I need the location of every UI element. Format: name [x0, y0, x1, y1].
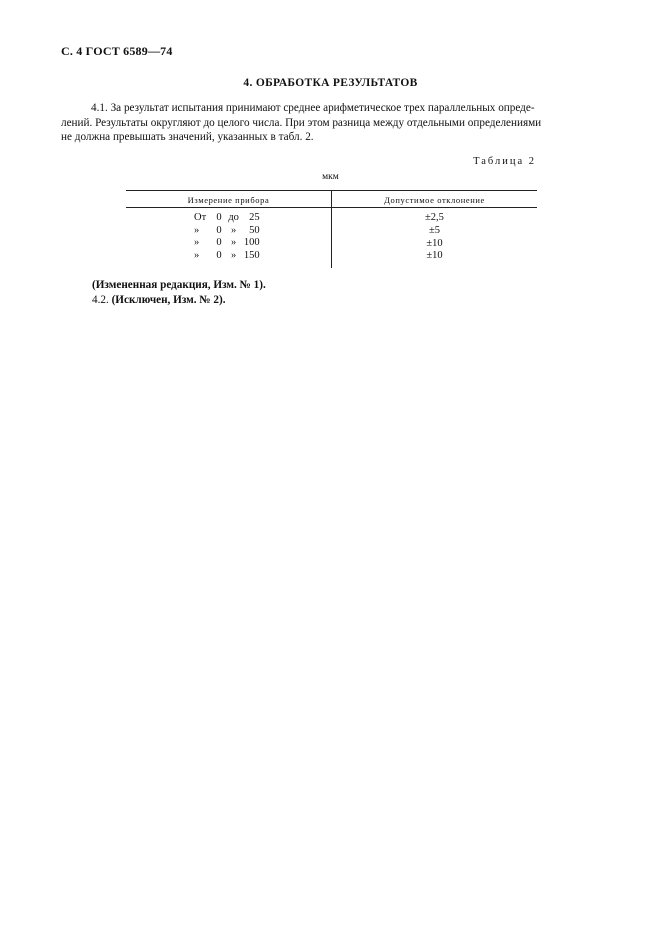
page-header: С. 4 ГОСТ 6589—74: [61, 44, 173, 58]
range-from: 0: [216, 224, 222, 236]
range-prefix: »: [194, 224, 200, 236]
range-separator: »: [231, 224, 237, 236]
paragraph-4-1: [61, 101, 602, 145]
deviation-cell: ±2,5: [425, 212, 444, 223]
deviation-cell: ±10: [426, 250, 443, 262]
range-prefix: »: [194, 237, 200, 248]
table-row: [194, 225, 260, 238]
range-prefix: »: [194, 249, 200, 261]
range-separator: »: [231, 249, 237, 261]
range-prefix: От: [194, 212, 207, 223]
deviation-cell: ±5: [428, 224, 440, 236]
range-from: 0: [216, 237, 222, 248]
deviation-cell: ±10: [426, 237, 443, 249]
table-row: [194, 237, 260, 250]
paragraph-line: лений. Результаты округляют до целого числа. При этом разница между отдельными определениями: [61, 116, 542, 129]
range-to: 50: [249, 224, 260, 236]
deviation-column: [332, 212, 537, 263]
table-header-deviation: Допустимое отклонение: [384, 195, 485, 205]
measurement-column: [194, 212, 260, 262]
table-row: [194, 212, 260, 225]
range-from: 0: [216, 249, 222, 261]
range-to: 25: [249, 212, 260, 223]
item-4-2-number: 4.2.: [92, 294, 109, 306]
range-to: 100: [243, 237, 260, 248]
range-separator: до: [228, 212, 239, 223]
amendment-note: (Измененная редакция, Изм. № 1).: [92, 279, 266, 291]
range-from: 0: [216, 212, 222, 223]
table-unit: мкм: [322, 172, 339, 182]
item-4-2-text: (Исключен, Изм. № 2).: [111, 294, 226, 306]
table-row: [194, 250, 260, 263]
table-caption: Таблица 2: [473, 156, 536, 167]
paragraph-line: 4.1. За результат испытания принимают среднее арифметическое трех параллельных опреде-: [91, 102, 535, 114]
paragraph-line: не должна превышать значений, указанных в табл. 2.: [61, 131, 314, 143]
range-separator: »: [231, 237, 237, 248]
tolerance-table: [126, 190, 537, 268]
section-title: 4. ОБРАБОТКА РЕЗУЛЬТАТОВ: [243, 77, 418, 89]
range-to: 150: [243, 249, 260, 261]
table-header-measurement: Измерение прибора: [187, 195, 270, 205]
item-4-2: [92, 294, 226, 306]
